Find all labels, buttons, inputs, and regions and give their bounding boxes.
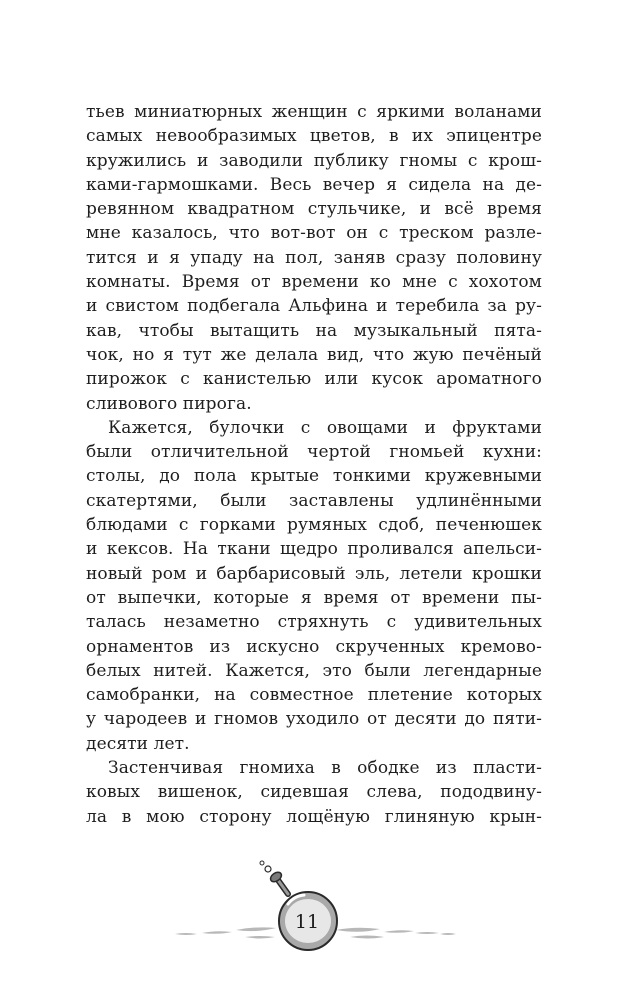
text-line: блюдами с горками румяных сдоб, печенюшек: [86, 515, 542, 536]
text-line: Кажется, булочки с овощами и фруктами: [108, 417, 542, 438]
text-line: самых невообразимых цветов, в их эпицентре: [86, 126, 542, 147]
text-line: комнаты. Время от времени ко мне с хохотом: [86, 272, 542, 293]
page-footer: [0, 860, 633, 970]
paragraph: [86, 100, 542, 416]
text-line: от выпечки, которые я время от времени пы-: [86, 587, 542, 608]
text-line: сливового пирога.: [86, 393, 252, 414]
text-line: чок, но я тут же делала вид, что жую печёный: [86, 344, 542, 365]
paragraph: [86, 416, 542, 756]
text-line: ла в мою сторону лощёную глиняную крын-: [86, 806, 542, 827]
text-line: десяти лет.: [86, 733, 190, 754]
text-line: кружились и заводили публику гномы с крош-: [86, 150, 542, 171]
text-line: скатертями, были заставлены удлинёнными: [86, 490, 542, 511]
text-line: самобранки, на совместное плетение которых: [86, 685, 542, 706]
text-line: кав, чтобы вытащить на музыкальный пята-: [86, 320, 542, 341]
text-line: ками-гармошками. Весь вечер я сидела на де-: [86, 174, 542, 195]
text-line: талась незаметно стряхнуть с удивительных: [86, 612, 542, 633]
text-line: столы, до пола крытые тонкими кружевными: [86, 466, 542, 487]
text-line: тьев миниатюрных женщин с яркими воланами: [86, 102, 542, 122]
text-line: были отличительной чертой гномьей кухни:: [86, 442, 542, 463]
text-line: ревянном квадратном стульчике, и всё время: [86, 199, 542, 220]
page-text: [86, 100, 542, 829]
page-number: 11: [294, 911, 320, 933]
text-line: тится и я упаду на пол, заняв сразу половину: [86, 247, 542, 268]
text-line: и кексов. На ткани щедро проливался апельси-: [86, 539, 542, 560]
text-line: и свистом подбегала Альфина и теребила за ру-: [86, 296, 542, 317]
text-line: ковых вишенок, сидевшая слева, пододвину-: [86, 782, 542, 803]
text-line: у чародеев и гномов уходило от десяти до пяти-: [86, 709, 542, 730]
text-line: мне казалось, что вот-вот он с треском разле-: [86, 223, 542, 244]
text-line: Застенчивая гномиха в ободке из пласти-: [108, 758, 542, 779]
text-line: пирожок с канистелью или кусок ароматного: [86, 369, 542, 390]
text-line: орнаментов из искусно скрученных кремово-: [86, 636, 542, 657]
text-line: новый ром и барбарисовый эль, летели крошки: [86, 563, 542, 584]
text-line: белых нитей. Кажется, это были легендарные: [86, 660, 542, 681]
paragraph: [86, 756, 542, 829]
